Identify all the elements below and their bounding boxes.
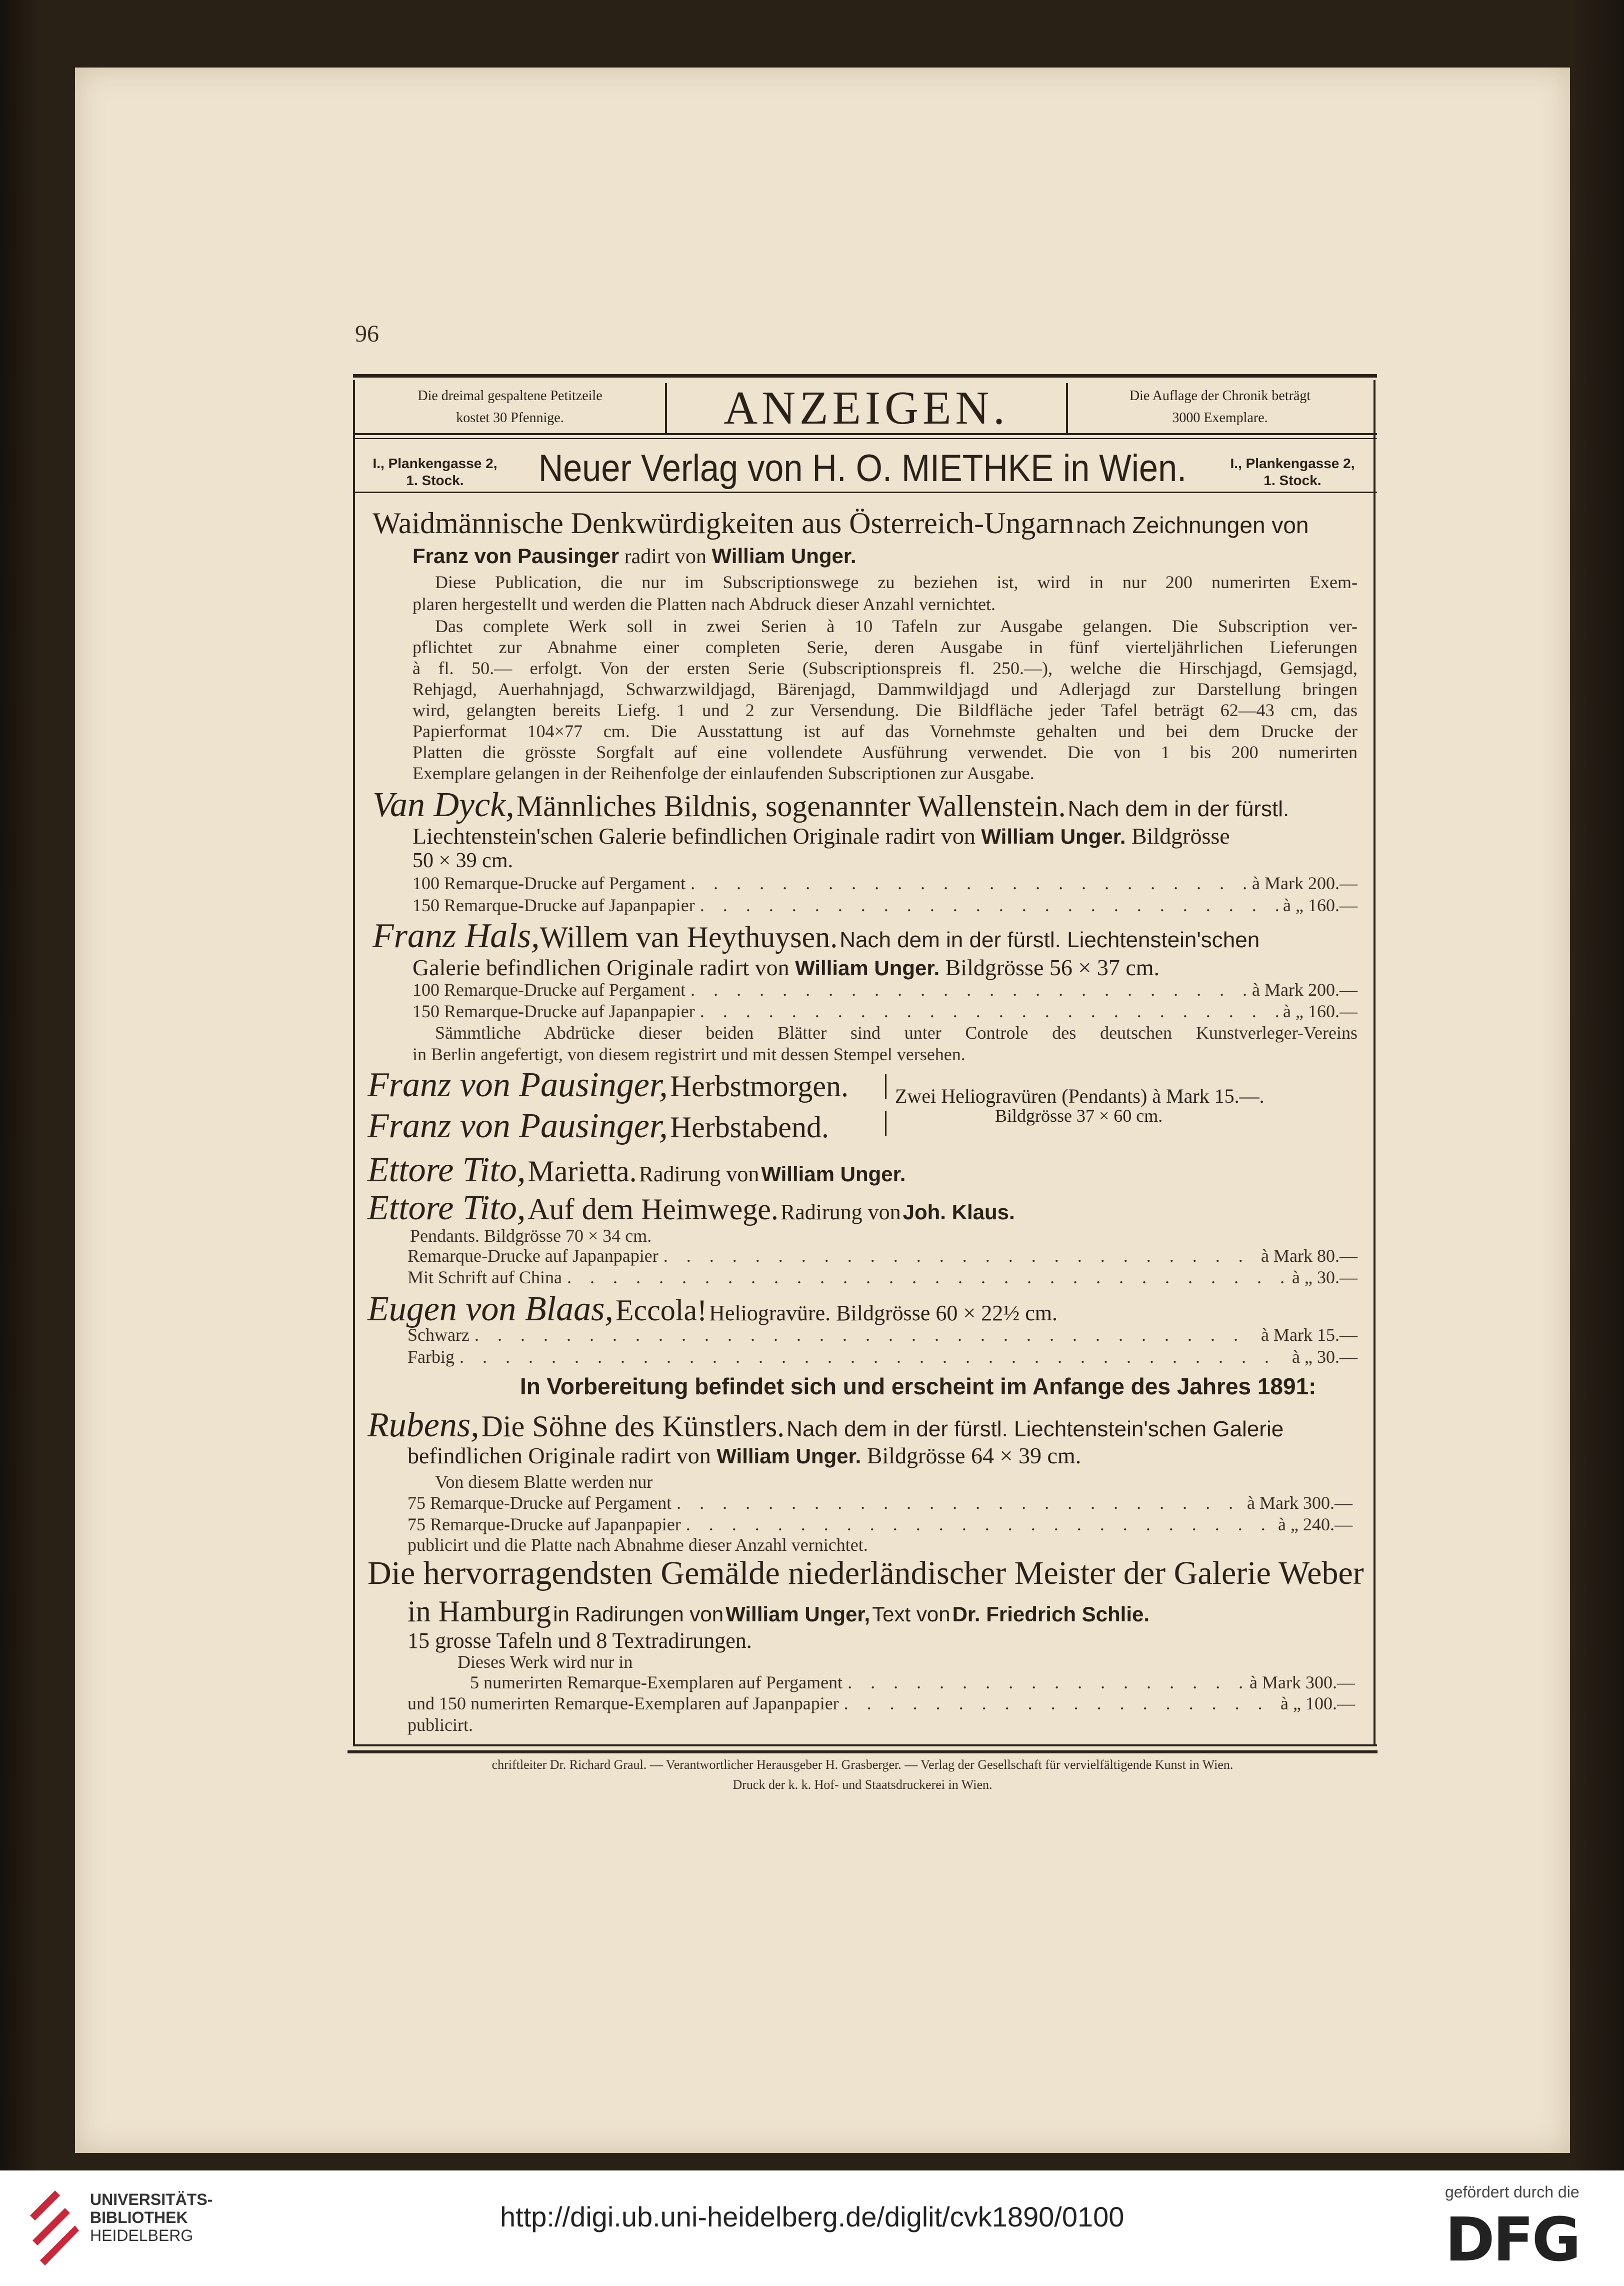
a8-text: Von diesem Blatte werden nur xyxy=(435,1472,653,1492)
brace xyxy=(885,1111,886,1136)
header-title: ANZEIGEN. xyxy=(724,382,1009,434)
a9-text: Dieses Werk wird nur in xyxy=(458,1652,633,1672)
price-row: 5 numerirten Remarque-Exemplaren auf Pergament . . . à Mark 300.— xyxy=(470,1672,1355,1693)
library-logo-icon xyxy=(20,2185,80,2270)
a2-size: 50 × 39 cm. xyxy=(412,849,513,872)
a1-text-line: Das complete Werk soll in zwei Serien à 10 Tafeln zur Ausgabe gelangen. Die Subscription ver- xyxy=(435,616,1358,636)
price-row: 75 Remarque-Drucke auf Japanpapier . . . à „ 240.— xyxy=(408,1514,1352,1535)
a9-title: Die hervorragendsten Gemälde niederländischer Meister der Galerie Weber xyxy=(368,1555,1364,1591)
a3-title-line: Franz Hals,Willem van Heythuysen. Nach dem in der fürstl. Liechtenstein'schen xyxy=(372,917,1260,955)
price-row: 150 Remarque-Drucke auf Japanpapier . . . à „ 160.— xyxy=(412,1001,1358,1022)
top-rule xyxy=(353,374,1377,378)
a9-credit: in Hamburg in Radirungen von William Unger, Text von Dr. Friedrich Schlie. xyxy=(408,1595,1150,1628)
price-row: 150 Remarque-Drucke auf Japanpapier . . . à „ 160.— xyxy=(412,895,1358,916)
price-row: Mit Schrift auf China . . . à „ 30.— xyxy=(408,1267,1358,1288)
price-row: Farbig . . . à „ 30.— xyxy=(408,1346,1358,1367)
a1-text-line: plaren hergestellt und werden die Platten nach Abdruck dieser Anzahl vernichtet. xyxy=(412,594,996,614)
page-number: 96 xyxy=(355,321,379,347)
address-right: I., Plankengasse 2, 1. Stock. xyxy=(1230,456,1355,488)
price-row: Remarque-Drucke auf Japanpapier . . . à Mark 80.— xyxy=(408,1245,1358,1266)
a3-credit: Galerie befindlichen Originale radirt von William Unger. Bildgrösse 56 × 37 cm. xyxy=(412,955,1160,980)
a6-size: Pendants. Bildgrösse 70 × 34 cm. xyxy=(410,1226,652,1246)
header-divider xyxy=(1066,383,1068,433)
a1-text-line: Exemplare gelangen in der Reihenfolge der einlaufenden Subscriptionen zur Ausgabe. xyxy=(412,763,1034,783)
header-right: Die Auflage der Chronik beträgt 3000 Exemplare. xyxy=(1129,388,1311,426)
a1-text-line: Rehjagd, Auerhahnjagd, Schwarzwildjagd, Bärenjagd, Dammwildjagd und Adlerjagd zur Darstellung bringen xyxy=(412,679,1358,699)
a9-text: 15 grosse Tafeln und 8 Textradirungen. xyxy=(408,1628,752,1653)
funded-by: gefördert durch die xyxy=(1445,2183,1580,2201)
address-left: I., Plankengasse 2, 1. Stock. xyxy=(372,456,498,488)
a1-text-line: Diese Publication, die nur im Subscriptionswege zu beziehen ist, wird in nur 200 numerirten Exem- xyxy=(435,572,1358,592)
a9-text: publicirt. xyxy=(408,1715,473,1735)
a8-title-line: Rubens, Die Söhne des Künstlers. Nach dem in der fürstl. Liechtenstein'schen Galerie xyxy=(368,1406,1284,1444)
brace xyxy=(885,1074,886,1099)
announcement: In Vorbereitung befindet sich und erscheint im Anfange des Jahres 1891: xyxy=(520,1373,1316,1399)
price-row: 75 Remarque-Drucke auf Pergament . . . à Mark 300.— xyxy=(408,1492,1352,1513)
a3-note: in Berlin angefertigt, von diesem registrirt und mit dessen Stempel versehen. xyxy=(412,1044,966,1064)
a1-title-line: Waidmännische Denkwürdigkeiten aus Österreich-Ungarn nach Zeichnungen von xyxy=(372,507,1309,540)
a5-title-line: Ettore Tito, Marietta. Radirung von William Unger. xyxy=(368,1151,906,1189)
a8-text: publicirt und die Platte nach Abnahme dieser Anzahl vernichtet. xyxy=(408,1535,868,1555)
price-row: 100 Remarque-Drucke auf Pergament . . . à Mark 200.— xyxy=(412,873,1358,894)
footer-credits: chriftleiter Dr. Richard Graul. — Verantwortlicher Herausgeber H. Grasberger. — Verlag der Gesellschaft für vervielfältigende Kunst in Wien. xyxy=(492,1757,1234,1772)
price-row: Schwarz . . . à Mark 15.— xyxy=(408,1324,1358,1345)
header-left: Die dreimal gespaltene Petitzeile kostet 30 Pfennige. xyxy=(418,388,602,426)
footer-printer: Druck der k. k. Hof- und Staatsdruckerei in Wien. xyxy=(732,1777,992,1792)
a1-text-line: wird, gelangten bereits Liefg. 1 und 2 zur Versendung. Die Bildfläche jeder Tafel beträgt 62—43 cm, das xyxy=(412,700,1358,720)
a1-text-line: pflichtet zur Abnahme einer completen Serie, deren Ausgabe in fünf vierteljährlichen Lieferungen xyxy=(412,637,1358,657)
header-divider xyxy=(665,383,667,433)
publisher-title: Neuer Verlag von H. O. MIETHKE in Wien. xyxy=(538,447,1187,490)
a4-side: Bildgrösse 37 × 60 cm. xyxy=(995,1106,1163,1126)
a8-credit: befindlichen Originale radirt von William Unger. Bildgrösse 64 × 39 cm. xyxy=(408,1443,1082,1468)
dfg-logo: DFG xyxy=(1445,2205,1580,2275)
a1-credit: Franz von Pausinger radirt von William Unger. xyxy=(412,544,856,568)
price-row: und 150 numerirten Remarque-Exemplaren auf Japanpapier . . . à „ 100.— xyxy=(408,1693,1355,1714)
a3-note: Sämmtliche Abdrücke dieser beiden Blätter sind unter Controle des deutschen Kunstverleger-Vereins xyxy=(435,1023,1358,1043)
a7-title-line: Eugen von Blaas, Eccola! Heliogravüre. Bildgrösse 60 × 22½ cm. xyxy=(368,1290,1058,1328)
a2-credit: Liechtenstein'schen Galerie befindlichen Originale radirt von William Unger. Bildgrösse xyxy=(412,823,1230,849)
a2-title-line: Van Dyck, Männliches Bildnis, sogenannter Wallenstein. Nach dem in der fürstl. xyxy=(372,786,1290,824)
a1-text-line: Platten die grösste Sorgfalt auf eine vollendete Ausführung verwendet. Die von 1 bis 200 numerirten xyxy=(412,742,1358,762)
bottom-rule-thick xyxy=(348,1750,1378,1753)
a4-line1: Franz von Pausinger, Herbstmorgen. xyxy=(368,1066,848,1104)
library-name: UNIVERSITÄTS- BIBLIOTHEK HEIDELBERG xyxy=(90,2190,213,2244)
a1-text-line: Papierformat 104×77 cm. Die Ausstattung ist auf das Vornehmste gehalten und bei dem Drucke der xyxy=(412,721,1358,741)
bottom-rule xyxy=(353,1744,1377,1746)
permalink[interactable]: http://digi.ub.uni-heidelberg.de/diglit/cvk1890/0100 xyxy=(500,2201,1124,2232)
a4-line2: Franz von Pausinger, Herbstabend. xyxy=(368,1107,830,1145)
price-row: 100 Remarque-Drucke auf Pergament . . . à Mark 200.— xyxy=(412,979,1358,1000)
a6-title-line: Ettore Tito, Auf dem Heimwege. Radirung von Joh. Klaus. xyxy=(368,1189,1015,1227)
a1-text-line: à fl. 50.— erfolgt. Von der ersten Serie (Subscriptionspreis fl. 250.—), welche die Hirschjagd, Gemsjagd, xyxy=(412,658,1358,678)
a4-side: Zwei Heliogravüren (Pendants) à Mark 15.—. xyxy=(895,1085,1264,1107)
